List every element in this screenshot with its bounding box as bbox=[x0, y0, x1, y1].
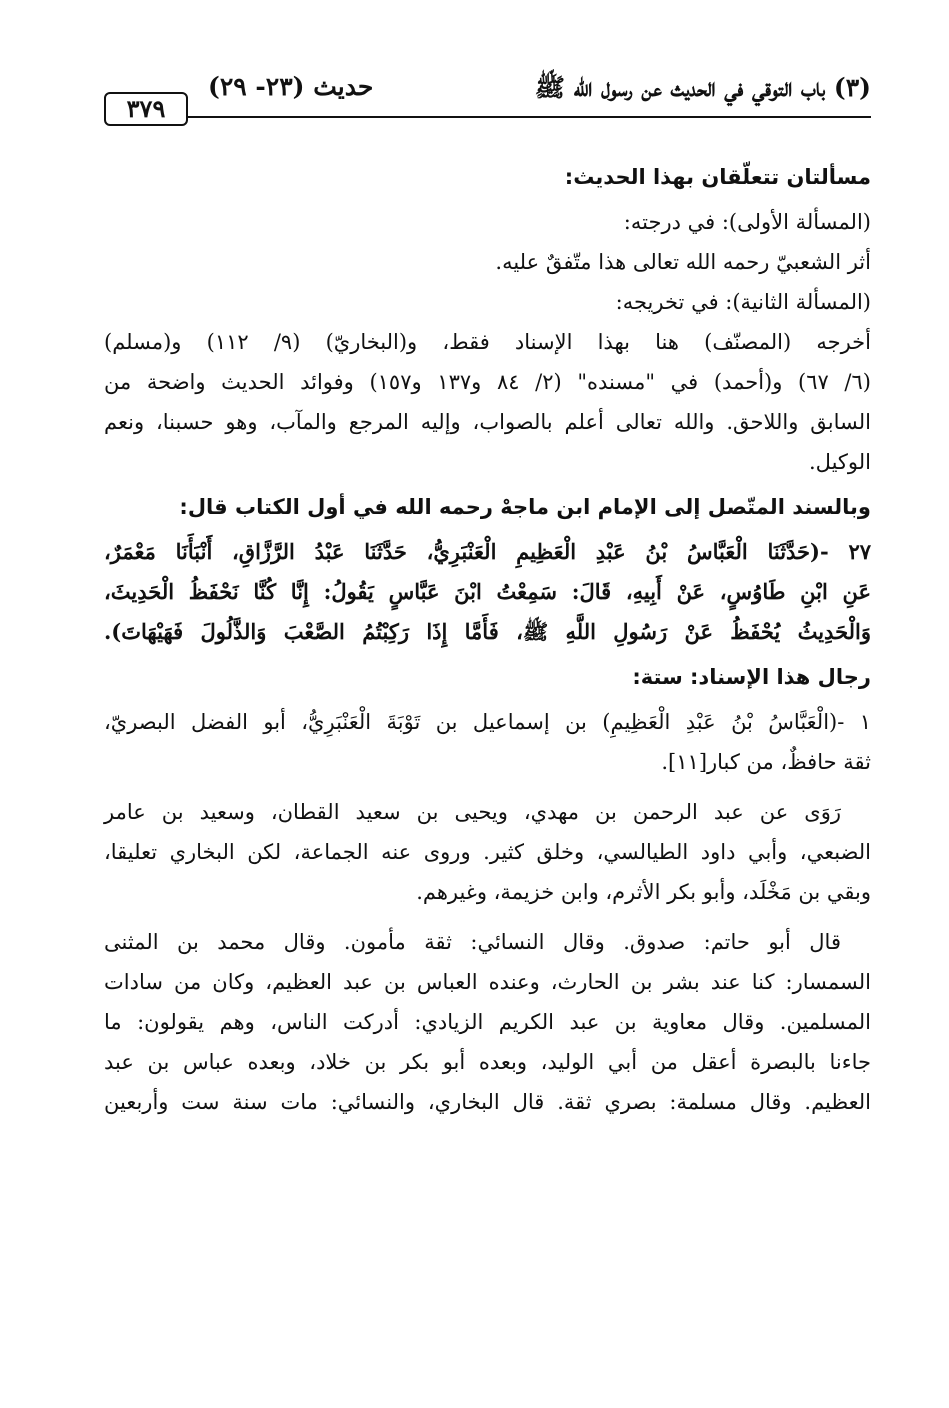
paragraph-line: السابق واللاحق. والله تعالى أعلم بالصواب، وإليه المرجع والمآب، وهو حسبنا، ونعم bbox=[104, 410, 871, 434]
paragraph-line: أخرجه (المصنّف) هنا بهذا الإسناد فقط، و(البخاريّ) (٩/ ١١٢) و(مسلم) bbox=[104, 330, 871, 354]
hadith-range-label: حديث (٢٣- ٢٩) bbox=[208, 72, 374, 101]
hadith-line: ٢٧ -(حَدَّثَنَا الْعَبَّاسُ بْنُ عَبْدِ الْعَظِيمِ الْعَنْبَرِيُّ، حَدَّثَنَا عَبْدُ الرَّزَّاقِ، أَنْبَأَنَا مَعْمَرٌ، bbox=[104, 539, 871, 564]
paragraph-line: جاءنا بالبصرة أعقل من أبي الوليد، وبعده أبو بكر بن خلاد، وبعده عباس بن عبد bbox=[104, 1050, 871, 1074]
issue-one-text: أثر الشعبيّ رحمه الله تعالى هذا متّفقٌ عليه. bbox=[495, 250, 871, 274]
paragraph-line: المسلمين. وقال معاوية بن عبد الكريم الزيادي: أدركت الناس، وهم يقولون: ما bbox=[104, 1010, 871, 1034]
paragraph-line: ثقة حافظٌ، من كبار[١١]. bbox=[661, 750, 871, 774]
rawa-paragraph bbox=[104, 792, 871, 912]
takhrij-paragraph bbox=[104, 322, 871, 482]
paragraph-line: السمسار: كنا عند بشر بن الحارث، وعنده العباس بن عبد العظيم، وكان من سادات bbox=[104, 970, 871, 994]
hadith-text bbox=[104, 532, 871, 652]
paragraph-line: وبقي بن مَخْلَد، وأبو بكر الأثرم، وابن خزيمة، وغيرهم. bbox=[416, 880, 871, 904]
issue-one-title: (المسألة الأولى): في درجته: bbox=[623, 210, 871, 234]
qala-paragraph bbox=[104, 922, 871, 1122]
paragraph-line: رَوَى عن عبد الرحمن بن مهدي، ويحيى بن سعيد القطان، وسعيد بن عامر bbox=[104, 800, 841, 824]
paragraph-line: ١ -(الْعَبَّاسُ بْنُ عَبْدِ الْعَظِيمِ) بن إسماعيل بن تَوْبَةَ الْعَنْبَرِيُّ، أبو الفضل البصريّ، bbox=[104, 710, 871, 734]
section-heading-two-issues: مسألتان تتعلّقان بهذا الحديث: bbox=[564, 165, 871, 189]
section-heading-rijal: رجال هذا الإسناد: ستة: bbox=[632, 665, 871, 689]
hadith-line: وَالْحَدِيثُ يُحْفَظُ عَنْ رَسُولِ اللَّهِ ﷺ، فَأَمَّا إِذَا رَكِبْتُمُ الصَّعْبَ وَالذَّلُولَ فَهَيْهَاتَ). bbox=[104, 619, 871, 644]
page-number: ٣٧٩ bbox=[104, 92, 188, 126]
hadith-line: عَنِ ابْنِ طَاوُسٍ، عَنْ أَبِيهِ، قَالَ: سَمِعْتُ ابْنَ عَبَّاسٍ يَقُولُ: إِنَّا كُنَّا نَحْفَظُ الْحَدِيثَ، bbox=[104, 579, 871, 604]
header-rule bbox=[188, 116, 871, 118]
paragraph-line: العظيم. وقال مسلمة: بصري ثقة. قال البخاري، والنسائي: مات سنة ست وأربعين bbox=[104, 1090, 871, 1114]
chapter-running-title: (٣) باب التوقي في الحديث عن رسول الله ﷺ bbox=[534, 73, 871, 102]
section-heading-sanad: وبالسند المتّصل إلى الإمام ابن ماجهْ رحمه الله في أول الكتاب قال: bbox=[179, 495, 871, 519]
page-body bbox=[104, 128, 871, 1122]
page-header bbox=[104, 62, 871, 128]
paragraph-line: الضبعي، وأبي داود الطيالسي، وخلق كثير. وروى عنه الجماعة، لكن البخاري تعليقا، bbox=[104, 840, 871, 864]
narrator-one-entry bbox=[104, 702, 871, 782]
paragraph-line: (٦/ ٦٧) و(أحمد) في "مسنده" (٢/ ٨٤ و١٣٧ و١٥٧) وفوائد الحديث واضحة من bbox=[104, 370, 871, 394]
paragraph-line: قال أبو حاتم: صدوق. وقال النسائي: ثقة مأمون. وقال محمد بن المثنى bbox=[104, 930, 841, 954]
paragraph-line: الوكيل. bbox=[809, 450, 871, 474]
issue-two-title: (المسألة الثانية): في تخريجه: bbox=[615, 290, 871, 314]
